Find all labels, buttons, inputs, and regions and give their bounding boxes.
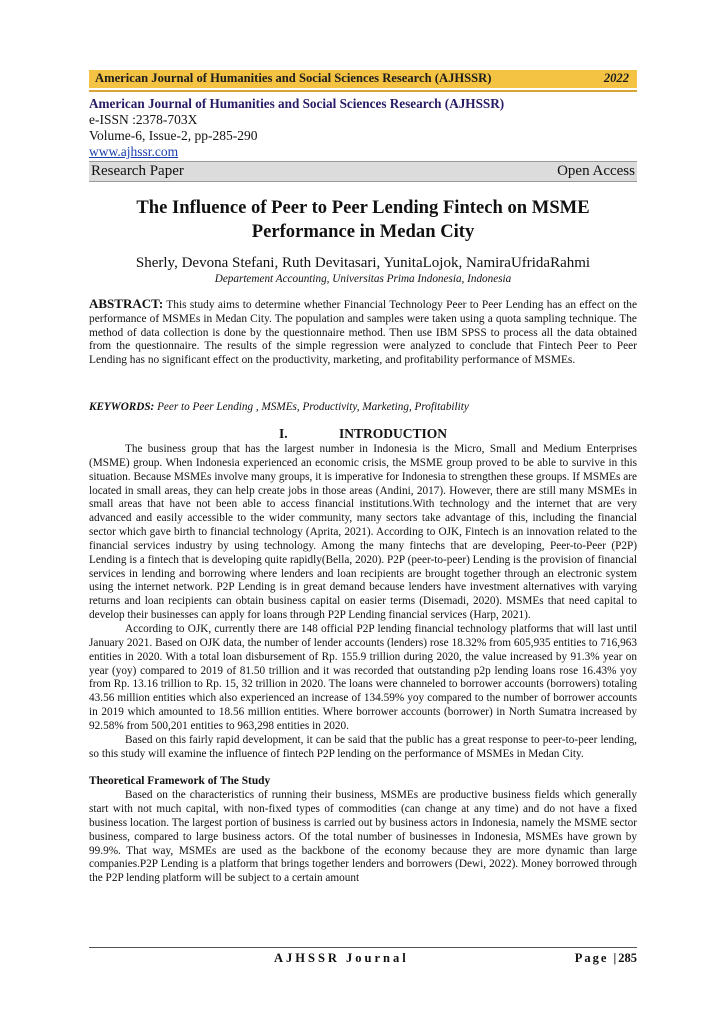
keywords-text: Peer to Peer Lending , MSMEs, Productivity, Marketing, Profitability (157, 401, 469, 413)
section-title: INTRODUCTION (338, 426, 447, 441)
running-header-journal-title: American Journal of Humanities and Social Sciences Research (AJHSSR) (95, 71, 492, 85)
subsection-heading: Theoretical Framework of The Study (89, 775, 271, 788)
journal-volume: Volume-6, Issue-2, pp-285-290 (89, 128, 258, 143)
footer-page (575, 951, 637, 966)
abstract-text: This study aims to determine whether Financial Technology Peer to Peer Lending has an effect on the performance of MSMEs in Medan City. The population and samples were taken using a quota sampling technique. The method of data collection is done by the questionnaire method. Then use IBM SPSS to process all the data obtained from the questionnaire. The results of the simple regression were analyzed to conclude that Fintech Peer to Peer Lending has no significant effect on the productivity, marketing, and profitability performance of MSMEs. (89, 299, 637, 367)
header-divider (89, 90, 637, 92)
section-heading-introduction (89, 426, 637, 442)
journal-website-link[interactable]: www.ajhssr.com (89, 144, 179, 159)
running-header (89, 70, 637, 88)
running-header-year: 2022 (603, 71, 629, 85)
footer-divider (89, 947, 637, 948)
body-text (89, 443, 637, 886)
footer-journal: AJHSSR Journal (274, 951, 409, 965)
journal-meta (89, 96, 637, 160)
article-type-bar (89, 161, 637, 182)
footer-page-number: 285 (618, 951, 637, 965)
article-type: Research Paper (91, 163, 184, 179)
abstract-label: ABSTRACT: (89, 296, 164, 311)
paper-title-line-2: Performance in Medan City (251, 221, 475, 242)
paper-title-line-1: The Influence of Peer to Peer Lending Fintech on MSME (136, 197, 590, 218)
author-list: Sherly, Devona Stefani, Ruth Devitasari, YunitaLojok, NamiraUfridaRahmi (135, 255, 591, 271)
abstract (89, 297, 637, 368)
paragraph: According to OJK, currently there are 148 official P2P lending financial technology platforms that will last until January 2021. Based on OJK data, the number of lender accounts (lenders) rose 18.32% from 605,935 entities to 716,963 entities in 2020. With a total loan disbursement of Rp. 155.9 trillion during 2020, the value increased by 91.3% year on year (yoy) compared to 2019 of 81.50 trillion and it was recorded that outstanding p2p lending loans rose 16.43% yoy from Rp. 13.16 trillion to Rp. 15, 32 trillion in 2020. The loans were channeled to borrower accounts (borrowers) totaling 43.56 million entities which also experienced an increase of 134.59% yoy compared to the number of borrower accounts in 2019 which amounted to 18.56 million entities. Where borrower accounts (borrower) in North Sumatra increased by 92.58% from 500,201 entities to 963,298 entities in 2020. (89, 622, 637, 732)
paragraph: Based on the characteristics of running their business, MSMEs are productive business fields which generally start with not much capital, with non-fixed types of commodities (can change at any time) and do not have a fixed business location. The largest portion of business is carried out by business actors in Indonesia, namely the MSME sector business, compared to large business actors. Of the total number of businesses in Indonesia, MSMEs have grown by 99.9%. That way, MSMEs are used as the backbone of the economy because they are more dynamic than large companies.P2P Lending is a platform that brings together lenders and borrowers (Dewi, 2022). Money borrowed through the P2P lending platform will be subject to a certain amount (89, 789, 637, 885)
journal-issn: e-ISSN :2378-703X (89, 112, 198, 127)
paper-title (89, 196, 637, 244)
keywords (89, 401, 637, 413)
access-type: Open Access (557, 163, 635, 179)
journal-name: American Journal of Humanities and Social Sciences Research (AJHSSR) (89, 96, 505, 111)
paragraph: The business group that has the largest number in Indonesia is the Micro, Small and Medium Enterprises (MSME) group. When Indonesia experienced an economic crisis, the MSME group proved to be able to survive in this situation. Because MSMEs involve many groups, it is imperative for Indonesia to strengthen these groups. If MSMEs are located in small areas, they can help create jobs in those areas (Andini, 2017). However, there are still many MSMEs in small areas that have not been able to access financial institutions.With technology and the internet that are very advanced and easily accessible to the wider community, many sectors take advantage of this, including the financial sector which gave birth to financial technology (Aprita, 2021). According to OJK, Fintech is an innovation related to the financial services industry by using technology. Among the many fintechs that are developing, Peer-to-Peer (P2P) Lending is a fintech that is developing quite rapidly(Bella, 2020). P2P (peer-to-peer) Lending is the provision of financial services in lending and borrowing where lenders and loan recipients are brought together through an electronic system using the internet network. P2P Lending is in great demand because lenders have investment alternatives with varying returns and loan recipients can obtain business capital on easier terms (Disemadi, 2020). MSMEs that need capital to develop their businesses can apply for loans through P2P Lending financial services (Harp, 2021). (89, 443, 637, 622)
section-number: I. (278, 426, 288, 441)
author-affiliation: Departement Accounting, Universitas Prima Indonesia, Indonesia (214, 273, 512, 285)
paragraph: Based on this fairly rapid development, it can be said that the public has a great response to peer-to-peer lending, so this study will examine the influence of fintech P2P lending on the performance of MSMEs in Medan City. (89, 733, 637, 760)
keywords-label: KEYWORDS: (89, 401, 155, 413)
footer-page-label: Page | (574, 951, 619, 965)
